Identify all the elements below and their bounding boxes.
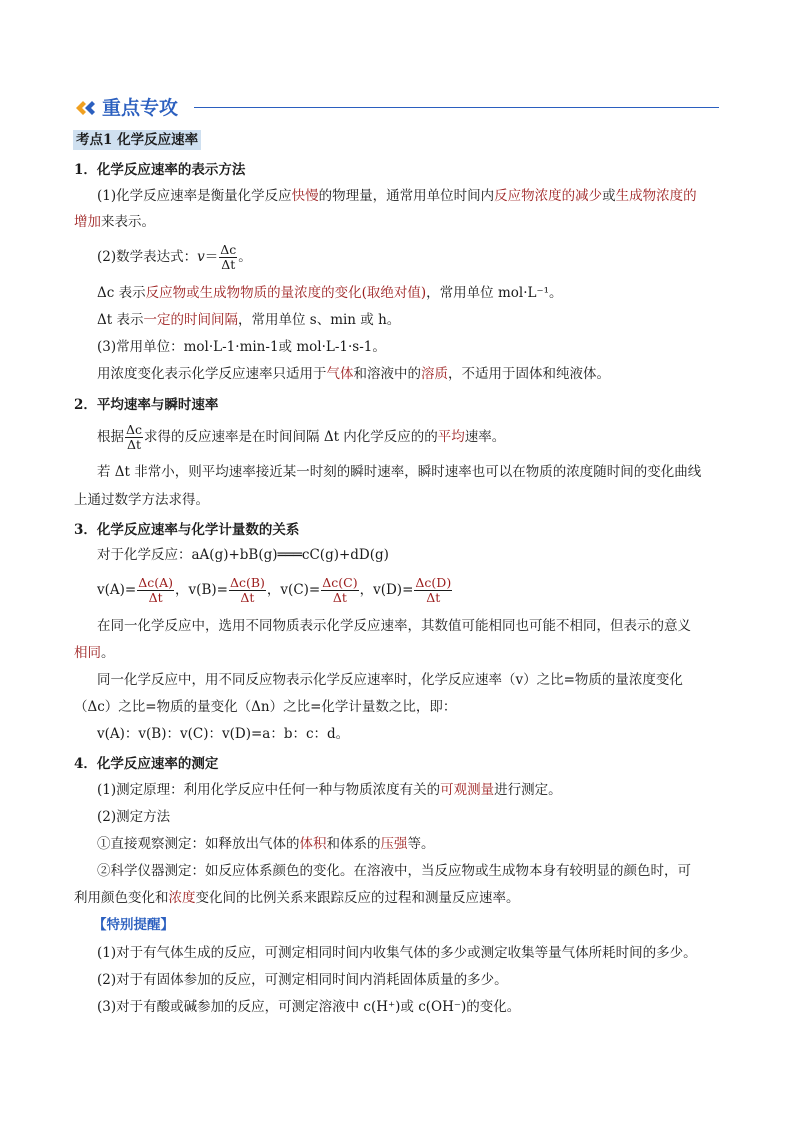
topic-label: 考点1 化学反应速率 xyxy=(73,130,201,150)
heading-1: 1．化学反应速率的表示方法 xyxy=(74,162,246,178)
tip-1: (1)对于有气体生成的反应，可测定相同时间内收集气体的多少或测定收集等量气体所耗时间的多少。 xyxy=(97,945,697,961)
section-title: 重点专攻 xyxy=(102,97,179,119)
para-1-6: 用浓度变化表示化学反应速率只适用于气体和溶液中的溶质，不适用于固体和纯液体。 xyxy=(97,366,610,382)
para-1-3: Δc 表示反应物或生成物物质的量浓度的变化(取绝对值)，常用单位 mol·L⁻¹。 xyxy=(97,285,563,301)
para-1-1: (1)化学反应速率是衡量化学反应快慢的物理量，通常用单位时间内反应物浓度的减少或生成物浓度的 xyxy=(97,188,697,204)
rate-fraction-2: $\frac{\Delta c}{\Delta t}$ xyxy=(126,422,143,452)
para-3-2: v(A)= $\frac{\Delta c(A)}{\Delta t}$ ，v(B)= $\frac{\Delta c(B)}{\Delta t}$ ，v(C)= $\frac{\Delta c(C)}{\Delta t}$ ，v(D)= $\frac{\Delta c(D)}{\Delta t}$ xyxy=(97,575,452,605)
para-1-4: Δt 表示一定的时间间隔，常用单位 s、min 或 h。 xyxy=(97,312,401,328)
para-4-5: 利用颜色变化和浓度变化间的比例关系来跟踪反应的过程和测量反应速率。 xyxy=(74,890,520,906)
para-3-3: 在同一化学反应中，选用不同物质表示化学反应速率，其数值可能相同也可能不相同，但表示的意义 xyxy=(97,618,691,634)
tip-3: (3)对于有酸或碱参加的反应，可测定溶液中 c(H⁺)或 c(OH⁻)的变化。 xyxy=(97,999,521,1015)
tip-label: 【特别提醒】 xyxy=(93,917,174,933)
para-1-2: (2)数学表达式：v＝ $\frac{\Delta c}{\Delta t}$ 。 xyxy=(97,242,252,272)
para-1-5: (3)常用单位：mol·L-1·min-1或 mol·L-1·s-1。 xyxy=(97,339,386,355)
para-3-4: 相同。 xyxy=(74,645,115,661)
heading-2: 2．平均速率与瞬时速率 xyxy=(74,397,219,413)
heading-4: 4．化学反应速率的测定 xyxy=(74,756,219,772)
heading-3: 3．化学反应速率与化学计量数的关系 xyxy=(74,522,300,538)
title-divider xyxy=(194,107,719,108)
para-4-4: ②科学仪器测定：如反应体系颜色的变化。在溶液中，当反应物或生成物本身有较明显的颜色时，可 xyxy=(97,863,691,879)
double-chevron-icon xyxy=(74,98,98,118)
para-4-3: ①直接观察测定：如释放出气体的体积和体系的压强等。 xyxy=(97,836,435,852)
tip-2: (2)对于有固体参加的反应，可测定相同时间内消耗固体质量的多少。 xyxy=(97,972,508,988)
section-header xyxy=(74,95,724,121)
para-3-1: 对于化学反应：aA(g)+bB(g)═══cC(g)+dD(g) xyxy=(97,547,389,563)
para-3-6: （Δc）之比=物质的量变化（Δn）之比=化学计量数之比，即： xyxy=(74,699,457,715)
para-4-2: (2)测定方法 xyxy=(97,809,171,825)
para-4-1: (1)测定原理：利用化学反应中任何一种与物质浓度有关的可观测量进行测定。 xyxy=(97,782,562,798)
rate-fraction: $\frac{\Delta c}{\Delta t}$ xyxy=(220,242,237,272)
para-2-1: 根据 $\frac{\Delta c}{\Delta t}$ 求得的反应速率是在时间间隔 Δt 内化学反应的的平均速率。 xyxy=(97,422,506,452)
para-3-5: 同一化学反应中，用不同反应物表示化学反应速率时，化学反应速率（v）之比=物质的量浓度变化 xyxy=(97,672,683,688)
para-3-7: v(A)：v(B)：v(C)：v(D)=a：b：c：d。 xyxy=(97,726,350,742)
para-2-2: 若 Δt 非常小，则平均速率接近某一时刻的瞬时速率，瞬时速率也可以在物质的浓度随时间的变化曲线 xyxy=(97,464,702,480)
para-2-3: 上通过数学方法求得。 xyxy=(74,492,209,508)
para-1-1-cont: 增加来表示。 xyxy=(74,214,155,230)
